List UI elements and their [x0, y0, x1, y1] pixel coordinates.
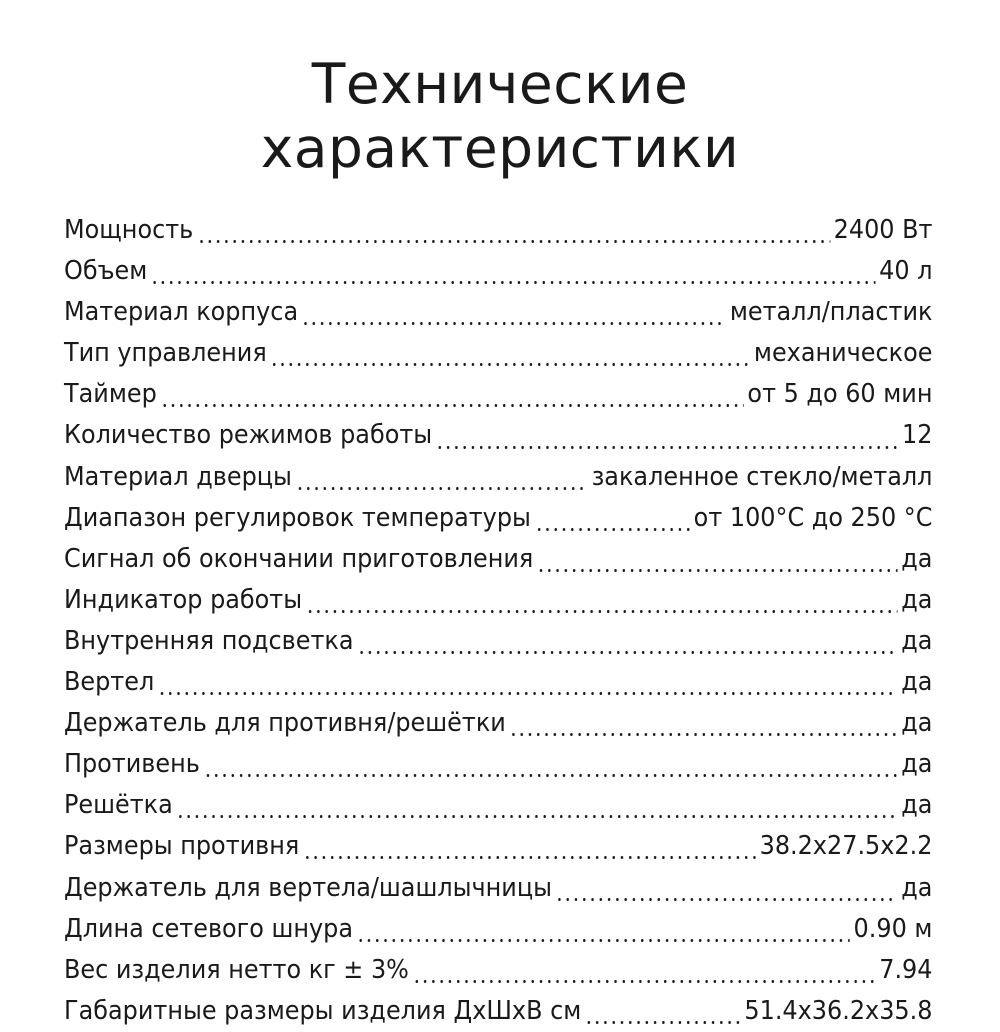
- spec-row: [64, 703, 932, 744]
- spec-label: Габаритные размеры изделия ДхШхВ см: [64, 995, 582, 1026]
- dot-leader: [585, 1021, 741, 1024]
- spec-label: Количество режимов работы: [64, 420, 433, 451]
- spec-value: да: [901, 667, 933, 698]
- spec-label: Объем: [64, 256, 148, 287]
- spec-label: Мощность: [64, 215, 194, 245]
- dot-leader: [413, 980, 876, 983]
- spec-row: [64, 333, 932, 374]
- dot-leader: [303, 856, 756, 859]
- spec-value: да: [901, 790, 933, 821]
- dot-leader: [151, 281, 876, 284]
- spec-label: Вес изделия нетто кг ± 3%: [64, 954, 409, 985]
- spec-value: да: [901, 708, 933, 739]
- spec-row: [64, 991, 932, 1032]
- spec-list: [64, 210, 936, 1032]
- page-title: Технические характеристики: [260, 52, 740, 180]
- spec-value: металл/пластик: [729, 297, 933, 328]
- spec-value: да: [901, 625, 933, 656]
- dot-leader: [270, 363, 750, 366]
- spec-label: Размеры противня: [64, 831, 300, 862]
- dot-leader: [509, 733, 897, 736]
- dot-leader: [197, 240, 830, 243]
- dot-leader: [537, 569, 898, 572]
- spec-value: от 5 до 60 мин: [747, 379, 933, 410]
- spec-label: Противень: [64, 749, 200, 780]
- spec-label: Длина сетевого шнура: [64, 913, 354, 944]
- spec-row: [64, 292, 932, 333]
- dot-leader: [204, 774, 898, 777]
- dot-leader: [160, 404, 743, 407]
- spec-value: 40 л: [879, 256, 933, 287]
- dot-leader: [535, 528, 690, 531]
- spec-row: [64, 415, 932, 456]
- spec-value: от 100°С до 250 °С: [693, 502, 933, 533]
- spec-label: Таймер: [64, 379, 157, 410]
- spec-label: Держатель для противня/решётки: [64, 708, 506, 739]
- spec-value: да: [901, 584, 933, 615]
- dot-leader: [158, 692, 898, 695]
- spec-value: да: [901, 872, 933, 903]
- spec-row: [64, 374, 932, 415]
- spec-label: Внутренняя подсветка: [64, 625, 354, 656]
- spec-value: 0.90 м: [853, 913, 933, 944]
- spec-label: Тип управления: [64, 338, 267, 369]
- spec-label: Решётка: [64, 790, 173, 821]
- dot-leader: [357, 939, 850, 942]
- spec-row: [64, 950, 932, 991]
- spec-label: Материал дверцы: [64, 461, 292, 492]
- spec-row: [64, 498, 932, 539]
- spec-value: 12: [902, 420, 933, 451]
- spec-value: закаленное стекло/металл: [591, 461, 933, 492]
- spec-row: [64, 621, 932, 662]
- spec-label: Индикатор работы: [64, 584, 303, 615]
- spec-row: [64, 580, 932, 621]
- spec-row: [64, 210, 932, 251]
- spec-value: да: [901, 749, 933, 780]
- spec-label: Держатель для вертела/шашлычницы: [64, 872, 553, 903]
- dot-leader: [556, 898, 898, 901]
- dot-leader: [306, 610, 898, 613]
- spec-row: [64, 744, 932, 785]
- spec-row: [64, 539, 932, 580]
- spec-label: Диапазон регулировок температуры: [64, 502, 531, 533]
- spec-value: 38.2x27.5x2.2: [759, 831, 933, 862]
- spec-row: [64, 662, 932, 703]
- dot-leader: [296, 487, 588, 490]
- spec-row: [64, 826, 932, 867]
- spec-label: Сигнал об окончании приготовления: [64, 543, 534, 574]
- dot-leader: [357, 651, 897, 654]
- dot-leader: [302, 322, 726, 325]
- spec-row: [64, 251, 932, 292]
- spec-value: 51.4x36.2x35.8: [744, 995, 933, 1026]
- spec-label: Вертел: [64, 667, 155, 698]
- dot-leader: [176, 815, 897, 818]
- spec-value: 7.94: [879, 954, 933, 985]
- dot-leader: [436, 446, 899, 449]
- spec-label: Материал корпуса: [64, 297, 299, 328]
- spec-value: механическое: [753, 338, 933, 369]
- spec-row: [64, 457, 932, 498]
- spec-row: [64, 868, 932, 909]
- spec-row: [64, 785, 932, 826]
- spec-value: да: [901, 543, 933, 574]
- spec-value: 2400 Вт: [833, 215, 933, 245]
- spec-row: [64, 909, 932, 950]
